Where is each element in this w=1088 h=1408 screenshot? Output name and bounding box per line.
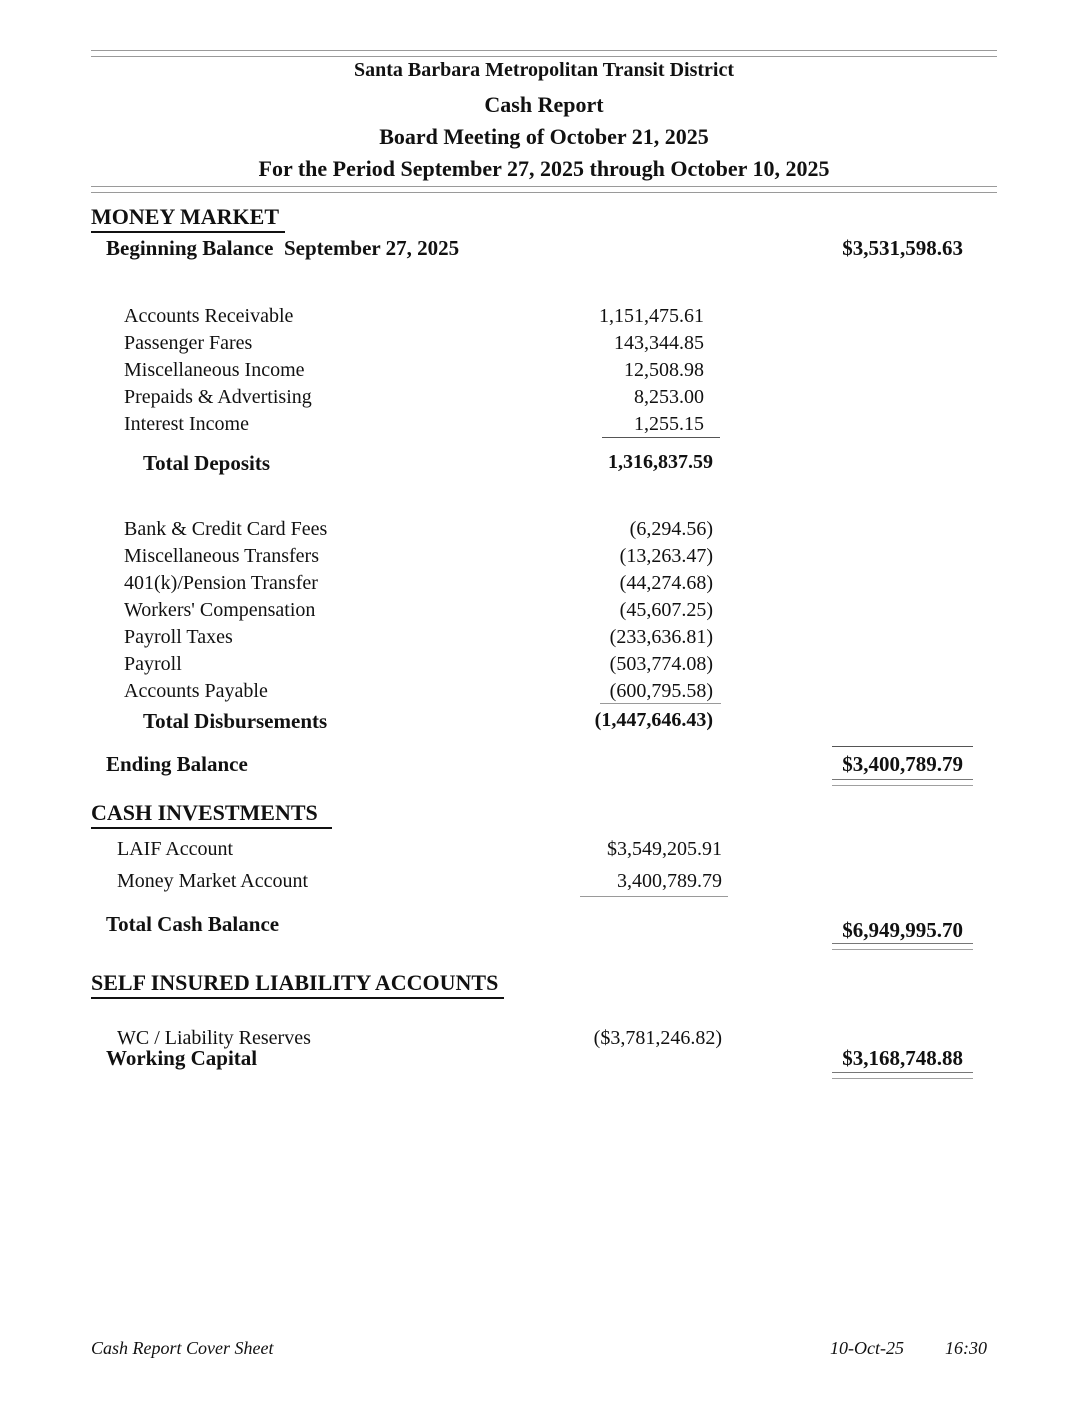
footer-date: 10-Oct-25 bbox=[830, 1338, 904, 1358]
investments-subtotal-rule bbox=[580, 896, 728, 897]
disbursement-row bbox=[0, 680, 1088, 706]
disbursement-label: Payroll bbox=[124, 653, 182, 675]
deposit-row bbox=[0, 359, 1088, 385]
deposit-label: Interest Income bbox=[124, 413, 249, 435]
disbursement-amount: (13,263.47) bbox=[619, 545, 713, 567]
ending-balance-double-rule bbox=[832, 779, 973, 786]
disbursement-label: Accounts Payable bbox=[124, 680, 268, 702]
disbursement-row bbox=[0, 518, 1088, 544]
ending-balance-label: Ending Balance bbox=[106, 752, 248, 776]
deposit-amount: 143,344.85 bbox=[614, 332, 704, 354]
total-deposits-row bbox=[0, 451, 1088, 477]
investment-label: Money Market Account bbox=[117, 870, 309, 892]
working-capital-double-rule bbox=[832, 1072, 973, 1079]
beginning-balance-amount: $3,531,598.63 bbox=[842, 236, 963, 260]
section-heading-money-market: MONEY MARKET bbox=[91, 204, 285, 233]
total-cash-double-rule bbox=[832, 943, 973, 950]
disbursement-amount: (600,795.58) bbox=[609, 680, 713, 702]
ending-balance-row bbox=[0, 752, 1088, 778]
investment-amount: 3,400,789.79 bbox=[617, 870, 722, 892]
total-cash-balance-label: Total Cash Balance bbox=[106, 912, 280, 936]
working-capital-amount: $3,168,748.88 bbox=[842, 1046, 963, 1070]
deposit-label: Prepaids & Advertising bbox=[124, 386, 312, 408]
total-cash-balance-amount: $6,949,995.70 bbox=[842, 918, 963, 942]
report-title: Cash Report bbox=[484, 92, 604, 117]
deposit-amount: 8,253.00 bbox=[634, 386, 704, 408]
disbursement-amount: (503,774.08) bbox=[609, 653, 713, 675]
total-disbursements-amount: (1,447,646.43) bbox=[594, 709, 713, 731]
deposit-amount: 1,151,475.61 bbox=[599, 305, 704, 327]
disbursements-subtotal-rule bbox=[600, 703, 721, 704]
disbursement-row bbox=[0, 545, 1088, 571]
investment-label: LAIF Account bbox=[117, 838, 234, 860]
deposit-label: Accounts Receivable bbox=[124, 305, 294, 327]
section-heading-cash-investments: CASH INVESTMENTS bbox=[91, 800, 332, 829]
working-capital-row bbox=[0, 1046, 1088, 1072]
deposit-amount: 1,255.15 bbox=[634, 413, 704, 435]
header-bottom-rule-1 bbox=[91, 186, 997, 187]
liability-amount: ($3,781,246.82) bbox=[593, 1027, 722, 1049]
ending-balance-top-rule bbox=[832, 746, 973, 747]
disbursement-label: Bank & Credit Card Fees bbox=[124, 518, 328, 540]
header-top-rule-1 bbox=[91, 50, 997, 51]
deposits-subtotal-rule bbox=[602, 437, 720, 438]
liability-label: WC / Liability Reserves bbox=[117, 1027, 311, 1049]
disbursement-amount: (44,274.68) bbox=[619, 572, 713, 594]
disbursement-row bbox=[0, 572, 1088, 598]
section-heading-self-insured: SELF INSURED LIABILITY ACCOUNTS bbox=[91, 970, 504, 999]
investment-row bbox=[0, 870, 1088, 896]
total-disbursements-row bbox=[0, 709, 1088, 735]
beginning-balance-label: Beginning Balance September 27, 2025 bbox=[106, 236, 460, 260]
deposit-row bbox=[0, 305, 1088, 331]
header-bottom-rule-2 bbox=[91, 192, 997, 193]
deposit-row bbox=[0, 332, 1088, 358]
deposit-label: Miscellaneous Income bbox=[124, 359, 305, 381]
deposit-amount: 12,508.98 bbox=[624, 359, 704, 381]
disbursement-row bbox=[0, 653, 1088, 679]
deposit-label: Passenger Fares bbox=[124, 332, 253, 354]
total-deposits-label: Total Deposits bbox=[143, 451, 270, 475]
period-title: For the Period September 27, 2025 through October 10, 2025 bbox=[258, 156, 830, 181]
disbursement-label: 401(k)/Pension Transfer bbox=[124, 572, 318, 594]
disbursement-amount: (233,636.81) bbox=[609, 626, 713, 648]
total-cash-balance-amount-row bbox=[0, 918, 1088, 944]
disbursement-amount: (45,607.25) bbox=[619, 599, 713, 621]
disbursement-row bbox=[0, 599, 1088, 625]
investment-amount: $3,549,205.91 bbox=[607, 838, 722, 860]
header-top-rule-2 bbox=[91, 56, 997, 57]
beginning-balance-row bbox=[0, 236, 1088, 262]
investment-row bbox=[0, 838, 1088, 864]
working-capital-label: Working Capital bbox=[106, 1046, 258, 1070]
ending-balance-amount: $3,400,789.79 bbox=[842, 752, 963, 776]
deposit-row bbox=[0, 386, 1088, 412]
deposit-row bbox=[0, 413, 1088, 439]
total-disbursements-label: Total Disbursements bbox=[143, 709, 328, 733]
total-deposits-amount: 1,316,837.59 bbox=[608, 451, 713, 473]
meeting-title: Board Meeting of October 21, 2025 bbox=[379, 124, 709, 149]
disbursement-label: Workers' Compensation bbox=[124, 599, 316, 621]
disbursement-row bbox=[0, 626, 1088, 652]
org-title: Santa Barbara Metropolitan Transit District bbox=[354, 59, 734, 81]
disbursement-label: Miscellaneous Transfers bbox=[124, 545, 319, 567]
disbursement-label: Payroll Taxes bbox=[124, 626, 233, 648]
footer-time: 16:30 bbox=[945, 1338, 987, 1358]
footer-sheet-name: Cash Report Cover Sheet bbox=[91, 1338, 274, 1358]
disbursement-amount: (6,294.56) bbox=[629, 518, 713, 540]
